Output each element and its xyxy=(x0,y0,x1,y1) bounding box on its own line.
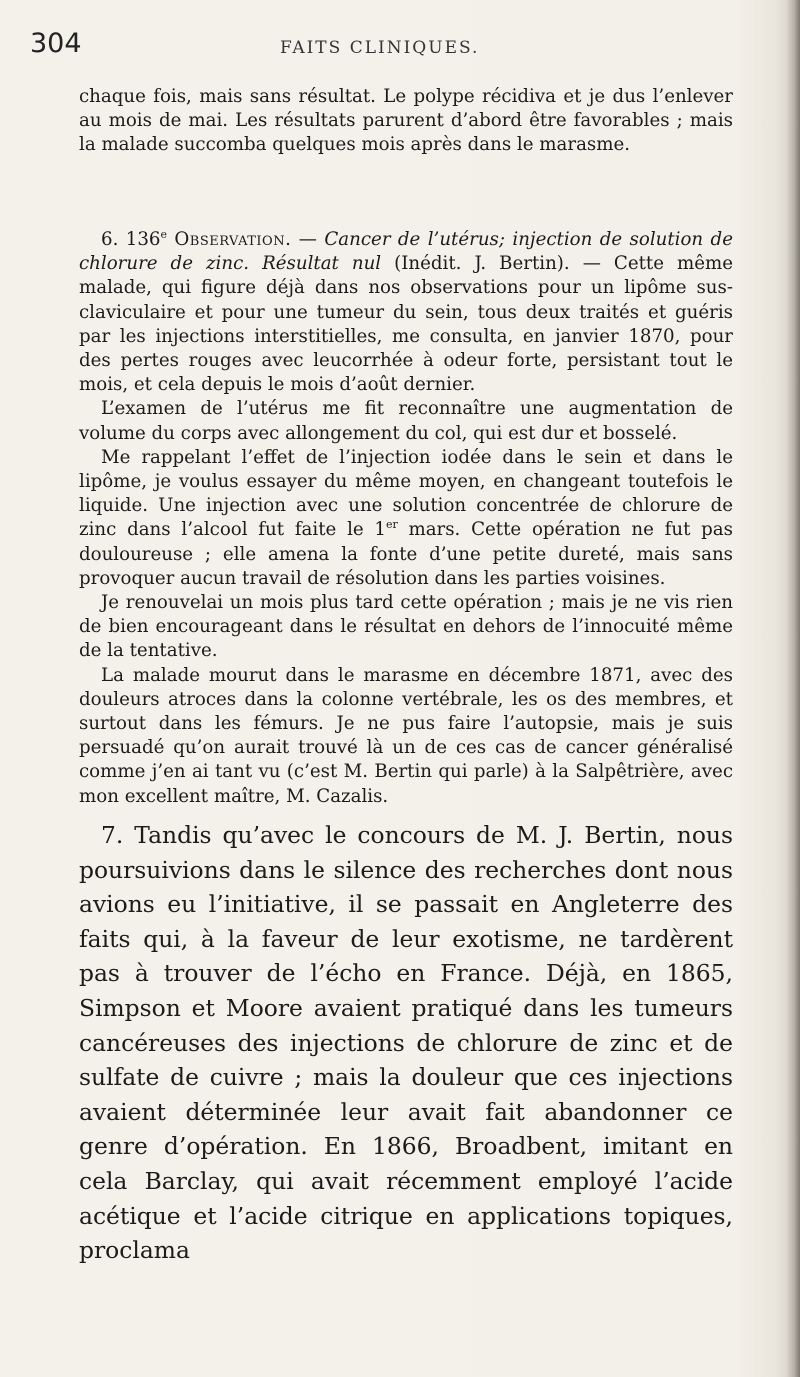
paragraph xyxy=(79,446,733,591)
paragraph: 7. Tandis qu’avec le concours de M. J. Bertin, nous poursuivions dans le silence des recherches dont nous avions eu l’initiative, il se passait en Angleterre des faits qui, à la faveur de leur exotisme, ne tardèrent pas à trouver de l’écho en France. Déjà, en 1865, Simpson et Moore avaient pratiqué dans les tumeurs cancéreuses des injections de chlorure de zinc et de sulfate de cuivre ; mais la douleur que ces injections avaient déterminée leur avait fait abandonner ce genre d’opération. En 1866, Broadbent, imitant en cela Barclay, qui avait récemment employé l’acide acétique et l’acide citrique en applications topiques, proclama xyxy=(79,821,733,1265)
observation-text: (Inédit. J. Bertin). — Cette même malade, qui figure déjà dans nos observations pour un lipôme sus-claviculaire et pour une tumeur du sein, tous deux traités et guéris par les injections interstitielles, me consulta, en janvier 1870, pour des pertes rouges avec leucorrhée à odeur forte, persistant tout le mois, et cela depuis le mois d’août dernier. xyxy=(79,253,733,396)
observation-heading-paragraph xyxy=(79,228,733,397)
paragraph: La malade mourut dans le marasme en décembre 1871, avec des douleurs atroces dans la colonne vertébrale, les os des membres, et surtout dans les fémurs. Je ne pus faire l’autopsie, mais je suis persuadé qu’on aurait trouvé là un de ces cas de cancer généralisé comme j’en ai tant vu (c’est M. Bertin qui parle) à la Salpêtrière, avec mon excellent maître, M. Cazalis. xyxy=(79,664,733,807)
paragraph-part: mars. Cette opération ne fut pas douloureuse ; elle amena la fonte d’une petite dureté, mais sans provoquer aucun travail de résolution dans les parties voisines. xyxy=(79,519,733,589)
page-edge-shadow xyxy=(786,0,800,1377)
paragraph: chaque fois, mais sans résultat. Le polype récidiva et je dus l’enlever au mois de mai. Les résultats parurent d’abord être favorables ; mais la malade succomba quelques mois après dans le marasme. xyxy=(79,86,733,156)
observation-title: Cancer de l’utérus; injection de solution de chlorure de zinc. Résultat nul xyxy=(79,229,733,275)
observation-label: Observation. xyxy=(174,229,292,250)
superscript: er xyxy=(386,518,398,532)
observation-6 xyxy=(79,228,733,809)
observation-number-superscript: e xyxy=(160,227,167,241)
continued-paragraph xyxy=(79,85,733,158)
paragraph-part: Me rappelant l’effet de l’injection iodée dans le sein et dans le lipôme, je voulus essayer du même moyen, en changeant toutefois le liquide. Une injection avec une solution concentrée de chlorure de zinc dans l’alcool fut faite le 1 xyxy=(79,446,733,541)
dash: — xyxy=(291,229,325,250)
observation-number: 6. 136 xyxy=(101,229,161,250)
running-head: FAITS CLINIQUES. xyxy=(280,38,480,58)
section-7 xyxy=(79,818,733,1268)
paragraph: L’examen de l’utérus me fit reconnaître une augmentation de volume du corps avec allongement du col, qui est dur et bosselé. xyxy=(79,398,733,444)
paragraph: Je renouvelai un mois plus tard cette opération ; mais je ne vis rien de bien encourageant dans le résultat en dehors de l’innocuité même de la tentative. xyxy=(79,592,733,662)
page-number: 304 xyxy=(30,28,82,59)
page-header xyxy=(30,28,730,68)
